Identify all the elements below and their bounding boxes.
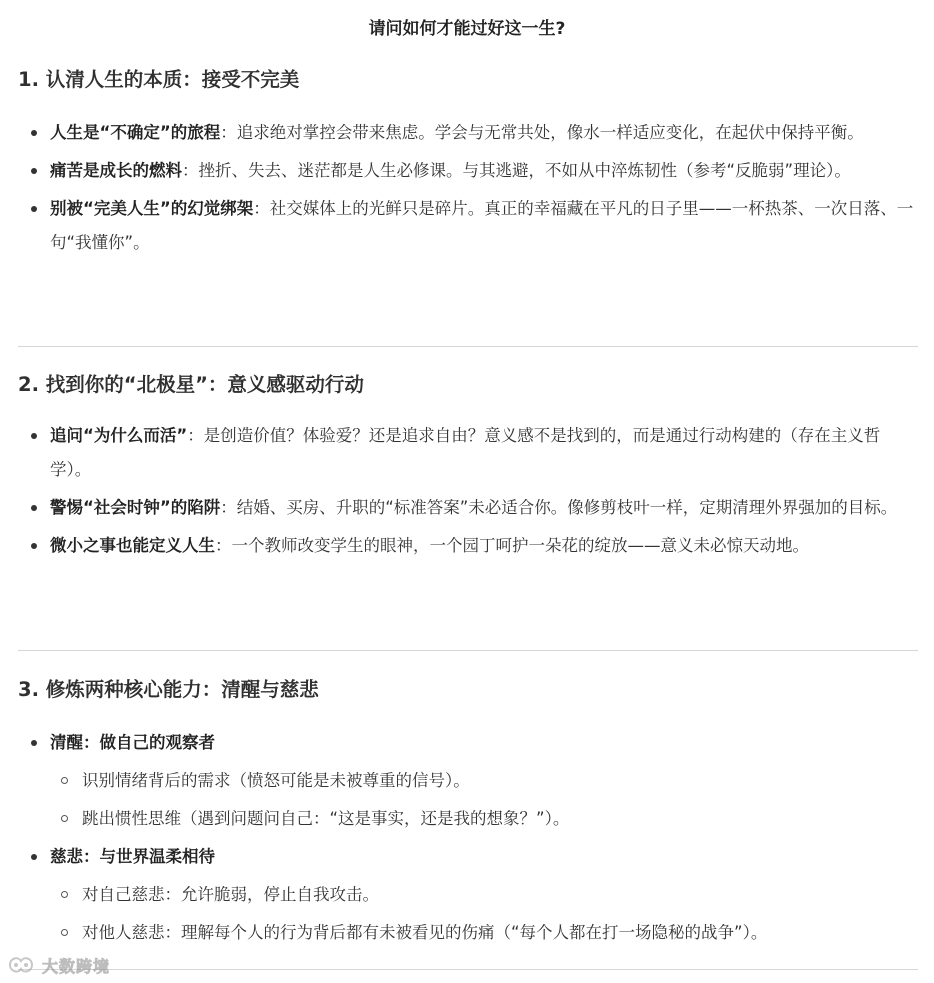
bullet-text: ：一个教师改变学生的眼神，一个园丁呵护一朵花的绽放——意义未必惊天动地。 bbox=[215, 536, 809, 555]
bullet-title: 追问“为什么而活” bbox=[50, 426, 188, 445]
section-divider bbox=[18, 969, 918, 970]
bullet-title: 痛苦是成长的燃料 bbox=[50, 161, 182, 180]
section-3 bbox=[18, 676, 918, 950]
bigdata-logo-icon bbox=[6, 953, 36, 977]
section-divider bbox=[18, 650, 918, 651]
sub-list-item: 识别情绪背后的需求（愤怒可能是未被尊重的信号）。 bbox=[18, 764, 918, 798]
bullet-text: ：社交媒体上的光鲜只是碎片。真正的幸福藏在平凡的日子里——一杯热茶、一次日落、一句“我懂你”。 bbox=[50, 199, 914, 252]
list-item bbox=[18, 192, 918, 260]
sub-bullet-list bbox=[18, 764, 918, 836]
page-title: 请问如何才能过好这一生? bbox=[368, 19, 566, 39]
watermark-text: 大数跨境 bbox=[42, 956, 111, 976]
section-heading: 3. 修炼两种核心能力：清醒与慈悲 bbox=[18, 678, 319, 701]
list-item bbox=[18, 840, 918, 950]
section-heading: 1. 认清人生的本质：接受不完美 bbox=[18, 68, 300, 91]
bullet-text: ：是创造价值？体验爱？还是追求自由？意义感不是找到的，而是通过行动构建的（存在主义哲学）。 bbox=[50, 426, 881, 479]
sub-bullet-list bbox=[18, 878, 918, 950]
bullet-title: 人生是“不确定”的旅程 bbox=[50, 123, 221, 142]
list-item bbox=[18, 726, 918, 836]
sub-list-item: 对他人慈悲：理解每个人的行为背后都有未被看见的伤痛（“每个人都在打一场隐秘的战争”）。 bbox=[18, 916, 918, 950]
bullet-text: ：追求绝对掌控会带来焦虑。学会与无常共处，像水一样适应变化，在起伏中保持平衡。 bbox=[220, 123, 864, 142]
bullet-title: 清醒：做自己的观察者 bbox=[50, 733, 215, 752]
bullet-list bbox=[18, 726, 918, 950]
section-heading: 2. 找到你的“北极星”：意义感驱动行动 bbox=[18, 373, 364, 396]
bullet-text: ：结婚、买房、升职的“标准答案”未必适合你。像修剪枝叶一样，定期清理外界强加的目标。 bbox=[220, 498, 898, 517]
section-divider bbox=[18, 346, 918, 347]
list-item bbox=[18, 529, 918, 563]
list-item bbox=[18, 154, 918, 188]
list-item bbox=[18, 491, 918, 525]
bullet-title: 微小之事也能定义人生 bbox=[50, 536, 215, 555]
section-1 bbox=[18, 66, 918, 260]
bullet-list bbox=[18, 419, 918, 563]
section-2 bbox=[18, 371, 918, 563]
list-item bbox=[18, 116, 918, 150]
watermark bbox=[6, 952, 110, 978]
bullet-list bbox=[18, 116, 918, 260]
sub-list-item: 对自己慈悲：允许脆弱，停止自我攻击。 bbox=[18, 878, 918, 912]
sub-list-item: 跳出惯性思维（遇到问题问自己：“这是事实，还是我的想象？”）。 bbox=[18, 802, 918, 836]
bullet-title: 别被“完美人生”的幻觉绑架 bbox=[50, 199, 254, 218]
bullet-title: 警惕“社会时钟”的陷阱 bbox=[50, 498, 221, 517]
bullet-title: 慈悲：与世界温柔相待 bbox=[50, 847, 215, 866]
list-item bbox=[18, 419, 918, 487]
bullet-text: ：挫折、失去、迷茫都是人生必修课。与其逃避，不如从中淬炼韧性（参考“反脆弱”理论）。 bbox=[182, 161, 851, 180]
